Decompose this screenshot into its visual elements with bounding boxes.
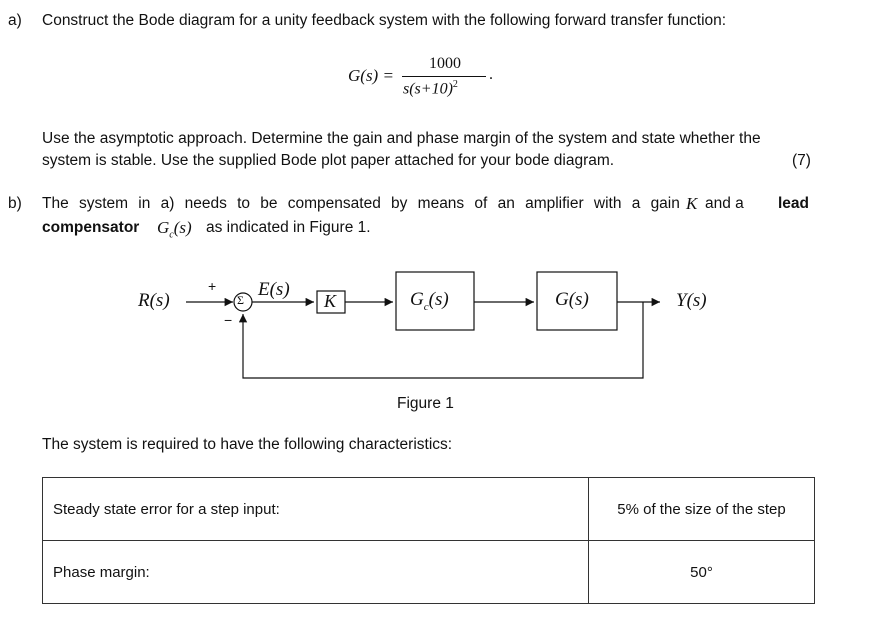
- part-b-line1: The system in a) needs to be compensated by means of an amplifier with a gain: [42, 195, 680, 212]
- requirements-table: [42, 477, 815, 604]
- table-row: [43, 478, 815, 541]
- output-label: Y(s): [676, 290, 707, 311]
- part-a-instruction-2: system is stable. Use the supplied Bode plot paper attached for your bode diagram.: [42, 152, 615, 169]
- part-a-label: a): [8, 12, 22, 29]
- part-b-compensator: compensator: [42, 219, 140, 236]
- figure-caption: Figure 1: [397, 395, 454, 412]
- equation-denominator: $s(s+10)^2$: [403, 79, 458, 98]
- part-b-and-a: and a: [705, 195, 744, 212]
- equation-period: .: [489, 66, 493, 83]
- part-a-instruction-1: Use the asymptotic approach. Determine the gain and phase margin of the system and state whether the: [42, 130, 761, 147]
- table-row: [43, 541, 815, 604]
- compensator-block-label: $G_c(s)$: [410, 289, 449, 313]
- part-b-label: b): [8, 195, 22, 212]
- part-b-lead: lead: [778, 195, 810, 212]
- plus-sign: +: [208, 278, 217, 294]
- gc-symbol: $G_c(s)$: [157, 218, 192, 241]
- characteristic-cell: Steady state error for a step input:: [43, 478, 589, 541]
- value-cell: 5% of the size of the step: [589, 478, 815, 541]
- requirements-intro: The system is required to have the following characteristics:: [42, 436, 453, 453]
- equation-numerator: 1000: [429, 55, 461, 72]
- gain-symbol: K: [686, 194, 698, 213]
- part-a-question: Construct the Bode diagram for a unity feedback system with the following forward transfer function:: [42, 12, 727, 29]
- characteristic-cell: Phase margin:: [43, 541, 589, 604]
- error-label: E(s): [258, 279, 290, 300]
- minus-sign: −: [224, 312, 233, 328]
- sigma-symbol: Σ: [237, 293, 244, 307]
- part-b-line2-rest: as indicated in Figure 1.: [206, 219, 371, 236]
- equation-lhs: G(s) =: [348, 66, 394, 85]
- input-label: R(s): [138, 290, 170, 311]
- value-cell: 50°: [589, 541, 815, 604]
- plant-block-label: G(s): [555, 289, 589, 310]
- gain-block-label: K: [324, 291, 337, 311]
- part-a-marks: (7): [792, 152, 811, 169]
